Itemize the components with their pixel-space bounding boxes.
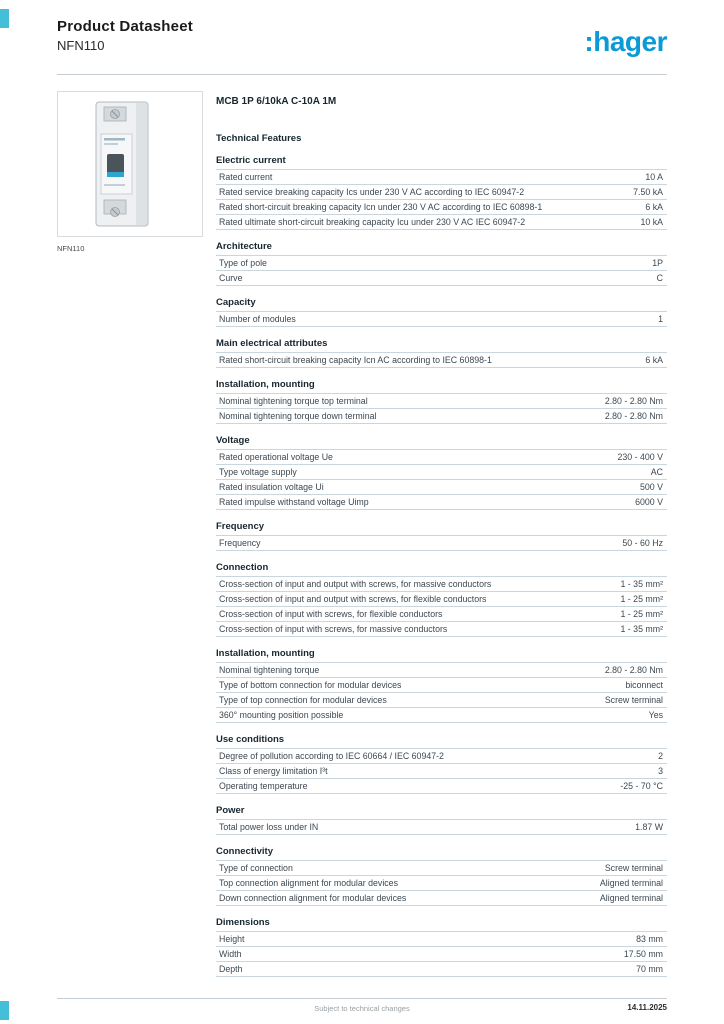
spec-label: Rated service breaking capacity Ics under 230 V AC according to IEC 60947-2: [216, 185, 622, 200]
spec-label: Rated ultimate short-circuit breaking capacity Icu under 230 V AC IEC 60947-2: [216, 215, 622, 230]
product-image-caption: NFN110: [57, 244, 85, 253]
spec-row: [216, 200, 667, 215]
technical-features-heading: Technical Features: [216, 133, 302, 144]
spec-section: [216, 155, 667, 230]
spec-value: 2.80 - 2.80 Nm: [538, 409, 667, 424]
spec-value: 1 - 25 mm²: [599, 607, 667, 622]
spec-row: [216, 577, 667, 592]
section-heading: Electric current: [216, 155, 286, 166]
spec-row: [216, 663, 667, 678]
spec-row: [216, 495, 667, 510]
spec-row: [216, 465, 667, 480]
spec-value: 7.50 kA: [622, 185, 667, 200]
spec-row: [216, 185, 667, 200]
spec-value: -25 - 70 °C: [587, 779, 667, 794]
spec-value: 6 kA: [622, 200, 667, 215]
spec-value: Yes: [551, 708, 667, 723]
product-reference: NFN110: [57, 38, 105, 53]
section-heading: Capacity: [216, 297, 256, 308]
spec-row: [216, 820, 667, 835]
print-marker-top: [0, 9, 9, 28]
spec-label: Operating temperature: [216, 779, 587, 794]
spec-row: [216, 353, 667, 368]
spec-table: [216, 352, 667, 368]
spec-value: 6000 V: [553, 495, 667, 510]
page-header: [57, 18, 667, 57]
spec-value: 1.87 W: [555, 820, 667, 835]
spec-row: [216, 592, 667, 607]
spec-row: [216, 678, 667, 693]
spec-section: [216, 241, 667, 286]
spec-value: 1P: [555, 256, 667, 271]
spec-label: Frequency: [216, 536, 441, 551]
spec-value: 17.50 mm: [399, 947, 667, 962]
spec-row: [216, 891, 667, 906]
spec-table: [216, 169, 667, 230]
spec-label: 360° mounting position possible: [216, 708, 551, 723]
spec-value: biconnect: [551, 678, 667, 693]
spec-label: Rated current: [216, 170, 622, 185]
spec-label: Height: [216, 932, 399, 947]
spec-label: Cross-section of input and output with screws, for massive conductors: [216, 577, 599, 592]
spec-row: [216, 480, 667, 495]
spec-label: Rated insulation voltage Ui: [216, 480, 553, 495]
spec-row: [216, 947, 667, 962]
spec-table: [216, 931, 667, 977]
circuit-breaker-illustration: [58, 92, 202, 236]
spec-row: [216, 962, 667, 977]
section-heading: Use conditions: [216, 734, 285, 745]
spec-label: Rated short-circuit breaking capacity Icn AC according to IEC 60898-1: [216, 353, 630, 368]
spec-value: C: [555, 271, 667, 286]
spec-label: Cross-section of input with screws, for massive conductors: [216, 622, 599, 637]
spec-row: [216, 170, 667, 185]
section-heading: Frequency: [216, 521, 265, 532]
spec-row: [216, 764, 667, 779]
spec-row: [216, 861, 667, 876]
spec-value: 1 - 35 mm²: [599, 577, 667, 592]
spec-label: Degree of pollution according to IEC 60664 / IEC 60947-2: [216, 749, 587, 764]
spec-label: Down connection alignment for modular devices: [216, 891, 547, 906]
spec-row: [216, 271, 667, 286]
spec-value: 1 - 35 mm²: [599, 622, 667, 637]
spec-table: [216, 535, 667, 551]
header-divider: [57, 74, 667, 75]
footer-divider: [57, 998, 667, 999]
footer-note: Subject to technical changes: [314, 1004, 410, 1013]
product-image: [57, 91, 203, 237]
spec-section: [216, 379, 667, 424]
spec-label: Rated impulse withstand voltage Uimp: [216, 495, 553, 510]
spec-row: [216, 536, 667, 551]
content-area: [57, 91, 667, 977]
spec-section: [216, 846, 667, 906]
spec-row: [216, 256, 667, 271]
spec-label: Nominal tightening torque: [216, 663, 551, 678]
spec-table: [216, 748, 667, 794]
sections-container: [216, 155, 667, 977]
section-heading: Connectivity: [216, 846, 274, 857]
spec-value: 2.80 - 2.80 Nm: [538, 394, 667, 409]
spec-value: 50 - 60 Hz: [441, 536, 667, 551]
spec-label: Curve: [216, 271, 555, 286]
spec-row: [216, 708, 667, 723]
spec-row: [216, 394, 667, 409]
spec-section: [216, 297, 667, 327]
spec-row: [216, 450, 667, 465]
print-marker-bottom: [0, 1001, 9, 1020]
spec-row: [216, 215, 667, 230]
page-footer: [57, 998, 667, 1016]
spec-row: [216, 876, 667, 891]
spec-label: Type of top connection for modular devices: [216, 693, 551, 708]
spec-section: [216, 917, 667, 977]
spec-value: AC: [553, 465, 667, 480]
page-title: Product Datasheet: [57, 18, 193, 35]
spec-row: [216, 749, 667, 764]
spec-value: 83 mm: [399, 932, 667, 947]
section-heading: Installation, mounting: [216, 379, 315, 390]
spec-row: [216, 779, 667, 794]
spec-label: Number of modules: [216, 312, 610, 327]
spec-label: Type of bottom connection for modular devices: [216, 678, 551, 693]
spec-value: Screw terminal: [551, 693, 667, 708]
spec-table: [216, 860, 667, 906]
spec-table: [216, 576, 667, 637]
spec-value: 230 - 400 V: [553, 450, 667, 465]
section-heading: Installation, mounting: [216, 648, 315, 659]
section-heading: Architecture: [216, 241, 272, 252]
spec-row: [216, 693, 667, 708]
spec-table: [216, 662, 667, 723]
spec-table: [216, 819, 667, 835]
spec-value: Screw terminal: [547, 861, 667, 876]
section-heading: Voltage: [216, 435, 250, 446]
spec-value: 70 mm: [399, 962, 667, 977]
product-image-column: [57, 91, 203, 977]
spec-section: [216, 805, 667, 835]
spec-label: Top connection alignment for modular devices: [216, 876, 547, 891]
spec-value: Aligned terminal: [547, 876, 667, 891]
spec-label: Cross-section of input and output with screws, for flexible conductors: [216, 592, 599, 607]
spec-label: Depth: [216, 962, 399, 977]
spec-value: 3: [587, 764, 667, 779]
spec-section: [216, 338, 667, 368]
spec-value: 6 kA: [630, 353, 667, 368]
spec-section: [216, 734, 667, 794]
spec-section: [216, 435, 667, 510]
spec-row: [216, 622, 667, 637]
spec-label: Cross-section of input with screws, for flexible conductors: [216, 607, 599, 622]
spec-value: 2: [587, 749, 667, 764]
section-heading: Power: [216, 805, 245, 816]
spec-section: [216, 521, 667, 551]
spec-table: [216, 393, 667, 424]
spec-value: 1: [610, 312, 667, 327]
product-title: MCB 1P 6/10kA C-10A 1M: [216, 96, 337, 107]
spec-table: [216, 255, 667, 286]
spec-value: 10 kA: [622, 215, 667, 230]
section-heading: Dimensions: [216, 917, 270, 928]
spec-value: 2.80 - 2.80 Nm: [551, 663, 667, 678]
section-heading: Main electrical attributes: [216, 338, 328, 349]
spec-row: [216, 312, 667, 327]
spec-table: [216, 311, 667, 327]
spec-label: Rated operational voltage Ue: [216, 450, 553, 465]
spec-value: 1 - 25 mm²: [599, 592, 667, 607]
spec-column: [216, 91, 667, 977]
spec-table: [216, 449, 667, 510]
spec-row: [216, 409, 667, 424]
spec-row: [216, 607, 667, 622]
spec-label: Class of energy limitation I³t: [216, 764, 587, 779]
spec-section: [216, 562, 667, 637]
footer-date: 14.11.2025: [627, 1003, 667, 1012]
spec-section: [216, 648, 667, 723]
hager-logo: :hager: [584, 26, 667, 57]
spec-label: Type of connection: [216, 861, 547, 876]
spec-value: 500 V: [553, 480, 667, 495]
spec-value: 10 A: [622, 170, 667, 185]
spec-label: Nominal tightening torque down terminal: [216, 409, 538, 424]
spec-value: Aligned terminal: [547, 891, 667, 906]
spec-label: Total power loss under IN: [216, 820, 555, 835]
spec-label: Rated short-circuit breaking capacity Icn under 230 V AC according to IEC 60898-1: [216, 200, 622, 215]
spec-label: Nominal tightening torque top terminal: [216, 394, 538, 409]
spec-row: [216, 932, 667, 947]
spec-label: Width: [216, 947, 399, 962]
spec-label: Type voltage supply: [216, 465, 553, 480]
spec-label: Type of pole: [216, 256, 555, 271]
section-heading: Connection: [216, 562, 269, 573]
